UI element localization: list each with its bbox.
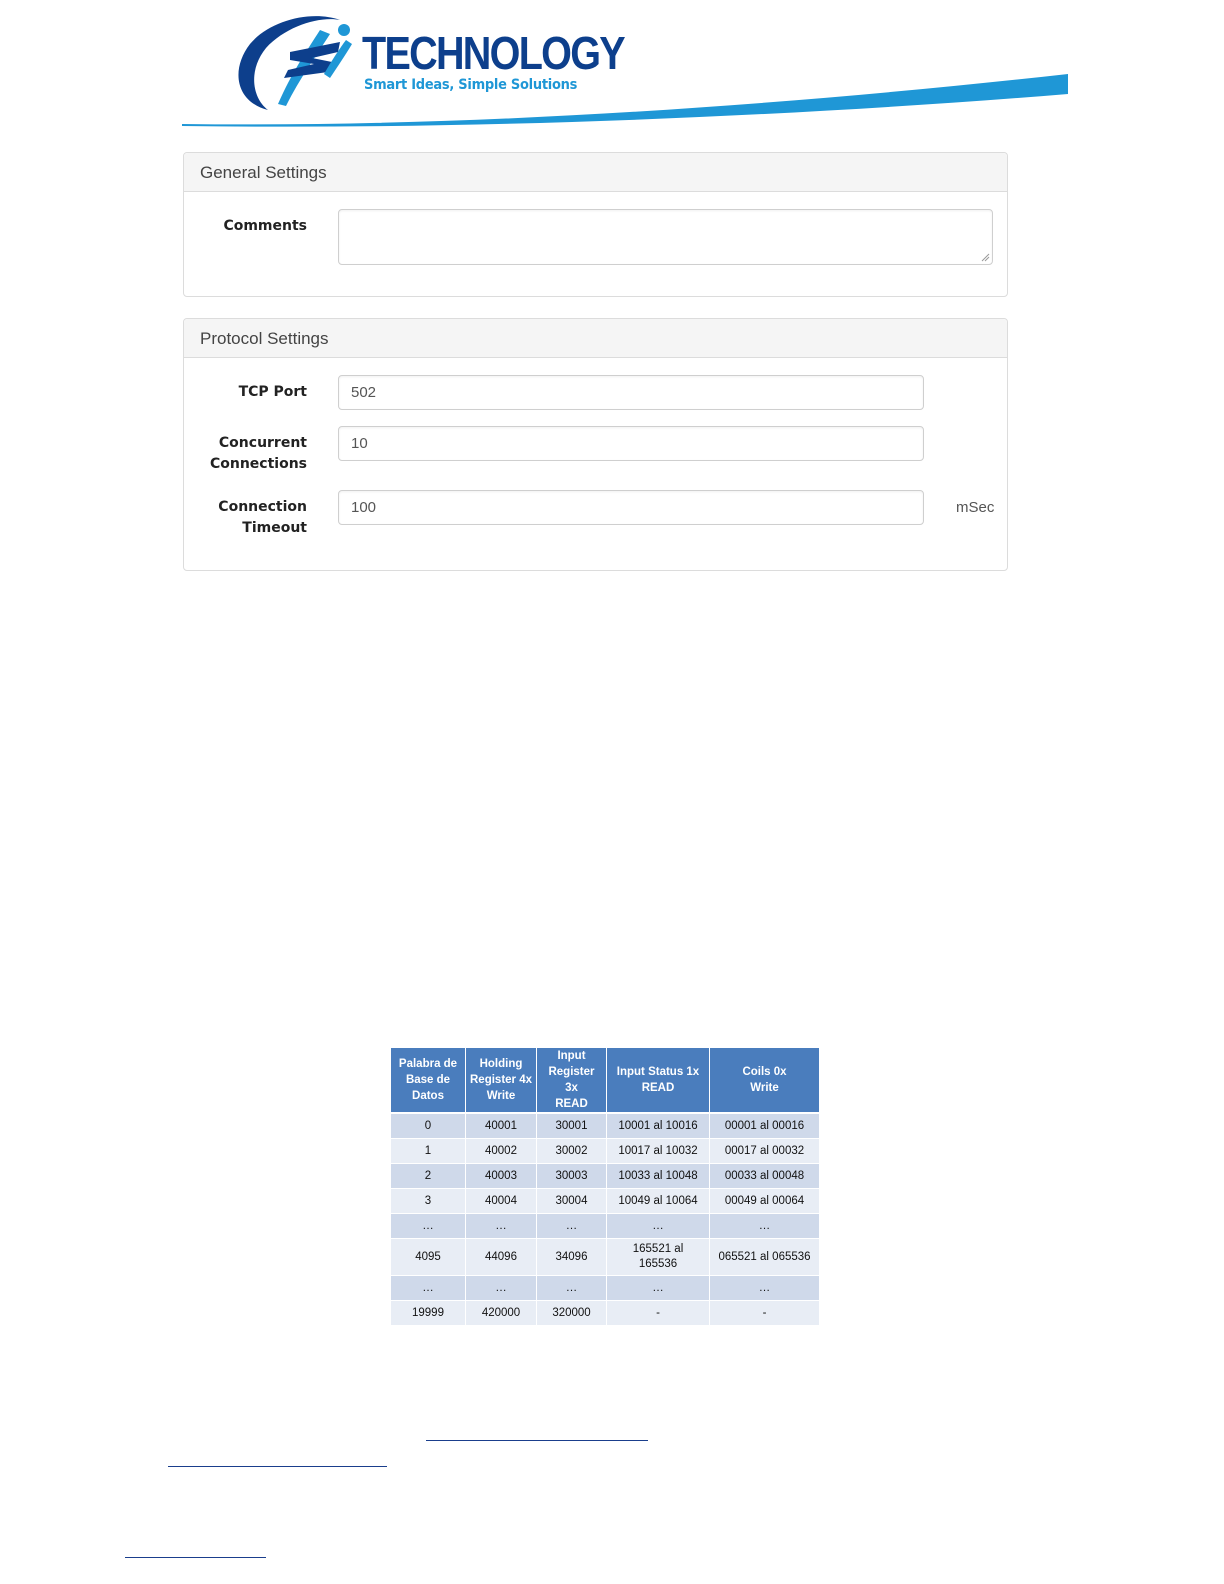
table-cell: … <box>537 1276 607 1301</box>
col-header-input-register: Input Register 3x READ <box>537 1048 607 1114</box>
izi-logo-icon <box>228 12 356 116</box>
table-cell: 420000 <box>466 1301 537 1326</box>
table-cell: 065521 al 065536 <box>710 1239 819 1276</box>
general-settings-title: General Settings <box>184 153 1007 192</box>
hyperlink-underline-2[interactable] <box>168 1466 387 1467</box>
table-cell: 40003 <box>466 1164 537 1189</box>
table-row <box>391 1139 819 1164</box>
table-row <box>391 1214 819 1239</box>
table-cell: … <box>537 1214 607 1239</box>
table-row <box>391 1301 819 1326</box>
concurrent-connections-input[interactable]: 10 <box>338 426 924 461</box>
table-cell: 30003 <box>537 1164 607 1189</box>
table-cell: 10017 al 10032 <box>607 1139 710 1164</box>
table-cell: 34096 <box>537 1239 607 1276</box>
connection-timeout-input[interactable]: 100 <box>338 490 924 525</box>
table-cell: 30002 <box>537 1139 607 1164</box>
logo-tagline: Smart Ideas, Simple Solutions <box>364 77 578 93</box>
table-cell: 30001 <box>537 1114 607 1139</box>
table-cell: … <box>391 1276 466 1301</box>
table-row <box>391 1276 819 1301</box>
table-cell: 40001 <box>466 1114 537 1139</box>
table-cell: 44096 <box>466 1239 537 1276</box>
hyperlink-underline-1[interactable] <box>426 1440 648 1441</box>
table-cell: - <box>710 1301 819 1326</box>
table-cell: 00001 al 00016 <box>710 1114 819 1139</box>
table-cell: 00017 al 00032 <box>710 1139 819 1164</box>
general-settings-panel <box>183 152 1008 297</box>
table-cell: 40004 <box>466 1189 537 1214</box>
concurrent-label-line2: Connections <box>209 456 307 472</box>
table-cell: 2 <box>391 1164 466 1189</box>
table-cell: 30004 <box>537 1189 607 1214</box>
protocol-settings-panel <box>183 318 1008 571</box>
table-row <box>391 1189 819 1214</box>
table-cell: 10001 al 10016 <box>607 1114 710 1139</box>
table-cell: … <box>607 1214 710 1239</box>
protocol-settings-title: Protocol Settings <box>184 319 1007 358</box>
table-cell: … <box>466 1214 537 1239</box>
table-cell: … <box>710 1276 819 1301</box>
col-header-coils: Coils 0x Write <box>710 1048 819 1114</box>
tcp-port-input[interactable]: 502 <box>338 375 924 410</box>
document-header <box>0 0 1224 140</box>
table-row <box>391 1164 819 1189</box>
col-header-holding-register: Holding Register 4x Write <box>466 1048 537 1114</box>
concurrent-label-line1: Concurrent <box>218 435 307 451</box>
col-header-input-status: Input Status 1x READ <box>607 1048 710 1114</box>
comments-textarea[interactable] <box>338 209 993 265</box>
logo-wordmark: TECHNOLOGY <box>362 27 624 79</box>
table-cell: 320000 <box>537 1301 607 1326</box>
table-cell: 10049 al 10064 <box>607 1189 710 1214</box>
tcp-port-label: TCP Port <box>238 384 307 400</box>
resize-grip-icon[interactable] <box>981 253 990 262</box>
concurrent-connections-label <box>210 433 307 475</box>
table-cell: 19999 <box>391 1301 466 1326</box>
table-header-row <box>391 1048 819 1114</box>
table-cell: 165521 al 165536 <box>607 1239 710 1276</box>
register-map-table <box>391 1048 819 1326</box>
table-cell: … <box>466 1276 537 1301</box>
table-cell: 3 <box>391 1189 466 1214</box>
timeout-label-line1: Connection <box>218 499 307 515</box>
table-cell: 00049 al 00064 <box>710 1189 819 1214</box>
table-row <box>391 1239 819 1276</box>
table-cell: 1 <box>391 1139 466 1164</box>
table-cell: 0 <box>391 1114 466 1139</box>
table-row <box>391 1114 819 1139</box>
table-cell: … <box>710 1214 819 1239</box>
hyperlink-underline-3[interactable] <box>125 1557 266 1558</box>
comments-label: Comments <box>223 218 307 234</box>
table-cell: … <box>391 1214 466 1239</box>
connection-timeout-label <box>218 497 307 539</box>
timeout-label-line2: Timeout <box>242 520 307 536</box>
table-cell: - <box>607 1301 710 1326</box>
table-cell: 40002 <box>466 1139 537 1164</box>
table-cell: 00033 al 00048 <box>710 1164 819 1189</box>
timeout-unit: mSec <box>956 499 995 516</box>
table-cell: 10033 al 10048 <box>607 1164 710 1189</box>
col-header-database-word: Palabra de Base de Datos <box>391 1048 466 1114</box>
table-cell: … <box>607 1276 710 1301</box>
table-cell: 4095 <box>391 1239 466 1276</box>
